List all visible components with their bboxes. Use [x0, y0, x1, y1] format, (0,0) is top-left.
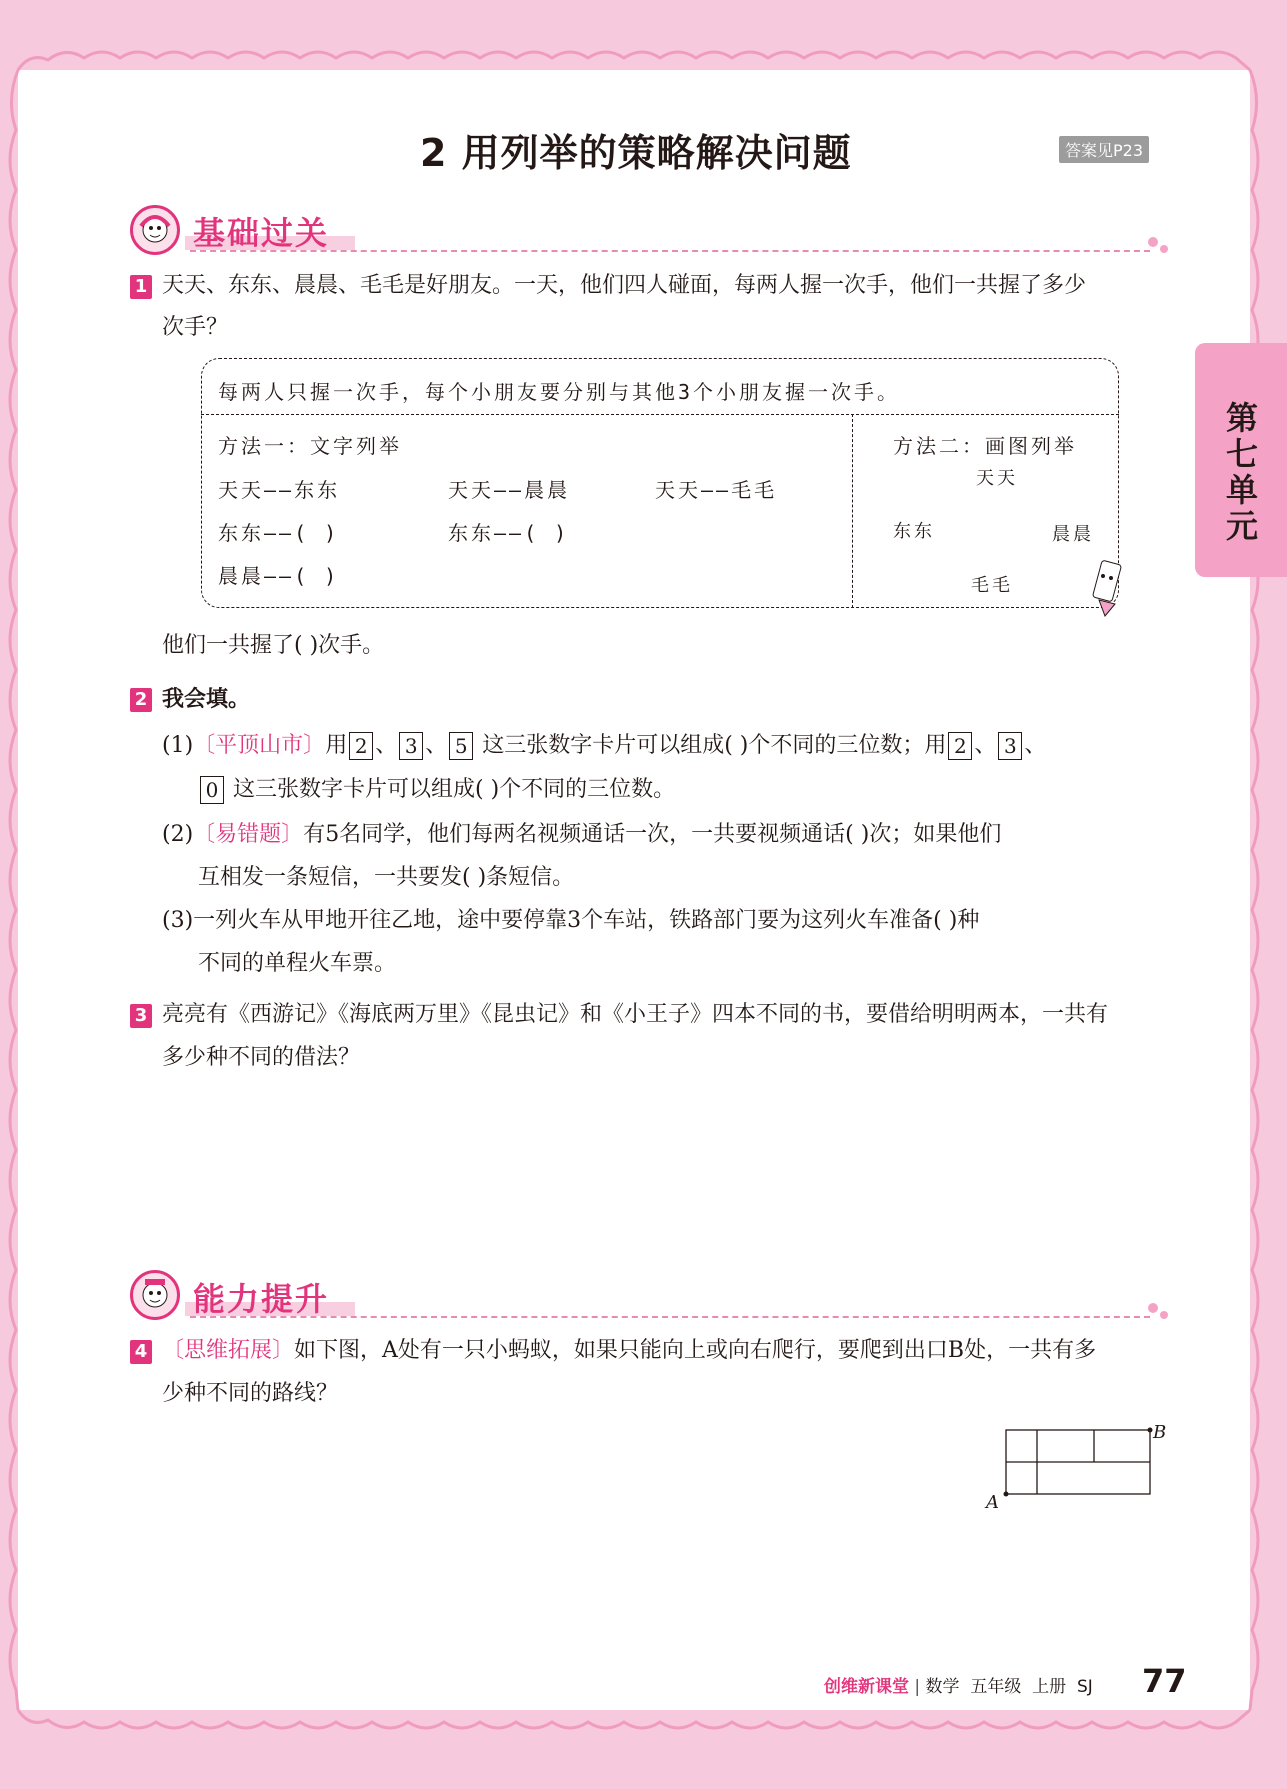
question-2-3-text: (3)一列火车从甲地开往乙地，途中要停靠3个车站，铁路部门要为这列火车准备( )种 — [162, 908, 980, 933]
digit-card: 3 — [998, 732, 1022, 760]
decor-dot — [1148, 1303, 1158, 1313]
page-title: 2 用列举的策略解决问题 — [420, 131, 852, 175]
footer-subject: 数学 — [925, 1677, 960, 1697]
category-tag: 〔思维拓展〕 — [162, 1338, 295, 1363]
difficulty-tag: 〔易错题〕 — [193, 822, 304, 847]
cartoon-boy-icon — [130, 1270, 180, 1320]
diagram-name: 东东 — [893, 521, 935, 542]
question-1-answer-blank[interactable]: 他们一共握了( )次手。 — [162, 633, 385, 658]
digit-card: 2 — [948, 732, 972, 760]
diagram-name: 毛毛 — [971, 575, 1013, 596]
point-b-label: B — [1153, 1422, 1167, 1443]
digit-card: 5 — [449, 732, 473, 760]
unit-side-label: 第七单元 — [1225, 399, 1258, 545]
question-3-text: 亮亮有《西游记》《海底两万里》《昆虫记》和《小王子》四本不同的书，要借给明明两本，一共有 — [162, 1002, 1109, 1027]
solution-box-divider — [201, 414, 1119, 415]
answer-reference: 答案见P23 — [1059, 136, 1149, 163]
question-2-1-text: (1)〔平顶山市〕用 2 、 3 、 5 这三张数字卡片可以组成( )个不同的三位数；用 2 、 3 、 — [162, 733, 1047, 758]
question-1-text-cont: 次手？ — [162, 315, 229, 340]
question-1-text: 天天、东东、晨晨、毛毛是好朋友。一天，他们四人碰面，每两人握一次手，他们一共握了多少 — [162, 273, 1087, 298]
page-number: 77 — [1142, 1662, 1187, 1700]
section-divider — [190, 1316, 1150, 1318]
diagram-name: 晨晨 — [1052, 524, 1094, 545]
question-4-text-cont: 少种不同的路线？ — [162, 1381, 339, 1406]
pair-item: 天天——毛毛 — [655, 478, 778, 502]
section-divider — [190, 250, 1150, 252]
digit-card: 0 — [200, 776, 224, 804]
question-2-2-text: (2)〔易错题〕有5名同学，他们每两名视频通话一次，一共要视频通话( )次；如果他们 — [162, 822, 1002, 847]
source-tag: 〔平顶山市〕 — [193, 733, 326, 758]
decor-dot — [1160, 245, 1168, 253]
question-2-3-text-cont: 不同的单程火车票。 — [198, 951, 397, 976]
question-3-text-cont: 多少种不同的借法？ — [162, 1045, 361, 1070]
cartoon-girl-icon — [130, 205, 180, 255]
digit-card: 3 — [399, 732, 423, 760]
section-title-advanced: 能力提升 — [193, 1280, 330, 1318]
question-2-number: 2 — [130, 688, 152, 712]
pair-blank[interactable]: 晨晨——( ) — [218, 564, 340, 588]
footer-volume: 上册 — [1032, 1677, 1067, 1697]
footer-grade: 五年级 — [970, 1677, 1022, 1697]
solution-box-divider — [852, 414, 853, 608]
pencil-mascot-icon — [1085, 556, 1131, 618]
decor-dot — [1148, 237, 1158, 247]
diagram-name: 天天 — [976, 468, 1018, 489]
hint-text: 每两人只握一次手，每个小朋友要分别与其他3个小朋友握一次手。 — [218, 380, 901, 404]
question-3-number: 3 — [130, 1004, 152, 1028]
question-4-text: 〔思维拓展〕如下图，A处有一只小蚂蚁，如果只能向上或向右爬行，要爬到出口B处，一共有多 — [162, 1338, 1097, 1363]
decor-dot — [1160, 1311, 1168, 1319]
method2-title: 方法二：画图列举 — [893, 434, 1077, 458]
footer-brand: 创维新课堂 — [824, 1677, 909, 1697]
pair-item: 天天——东东 — [218, 478, 341, 502]
question-1-number: 1 — [130, 275, 152, 299]
footer-info: 创维新课堂 | 数学 五年级 上册 SJ — [824, 1677, 1093, 1697]
pair-blank[interactable]: 东东——( ) — [218, 521, 340, 545]
grid-path-diagram — [980, 1420, 1170, 1520]
point-a-label: A — [986, 1492, 999, 1513]
section-title-basic: 基础过关 — [193, 214, 330, 252]
pair-blank[interactable]: 东东——( ) — [448, 521, 570, 545]
method1-title: 方法一：文字列举 — [218, 434, 402, 458]
question-4-number: 4 — [130, 1340, 152, 1364]
digit-card: 2 — [349, 732, 373, 760]
question-2-title: 我会填。 — [162, 687, 251, 712]
footer-edition: SJ — [1076, 1677, 1093, 1697]
question-2-1-text-cont: 0 这三张数字卡片可以组成( )个不同的三位数。 — [198, 776, 675, 804]
question-2-2-text-cont: 互相发一条短信，一共要发( )条短信。 — [198, 865, 575, 890]
pair-item: 天天——晨晨 — [448, 478, 571, 502]
